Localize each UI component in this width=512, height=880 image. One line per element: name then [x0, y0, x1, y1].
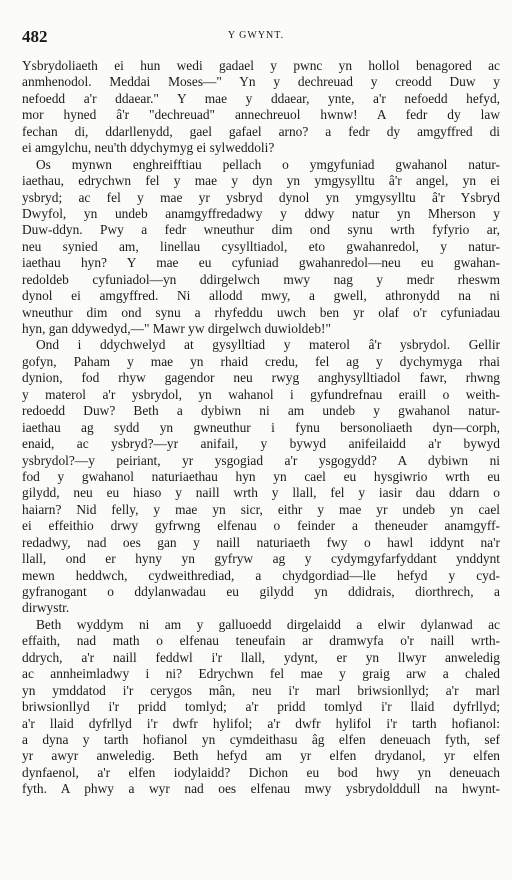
- text-line: anmhenodol. Meddai Moses—" Yn y dechreuad y creodd Duw y: [22, 74, 500, 90]
- page-header: [22, 27, 490, 47]
- text-line: iaethau hyn? Y mae eu cyfuniad gwahanredol—neu eu gwahan-: [22, 255, 500, 271]
- text-line: fod y gwahanol naturiaethau hyn yn cael eu hysgiwrio wrth eu: [22, 468, 500, 484]
- text-line: Beth wyddym ni am y galluoedd dirgelaidd a elwir dylanwad ac: [36, 616, 500, 632]
- text-line: ddrych, a'r naill feddwl i'r llall, ydynt, er yn llwyr anweledig: [22, 649, 500, 665]
- text-line: a'r llaid dyfrllyd i'r dwfr hylifol; a'r dwfr hylifol i'r tarth hofianol:: [22, 715, 500, 731]
- page-number: 482: [22, 27, 48, 46]
- text-line: dirwystr.: [22, 600, 70, 616]
- text-line: dynion, fod rhyw gagendor neu rwyg anghysylltiadol fawr, rhwng: [22, 370, 500, 386]
- text-line: dynol ei amgyffred. Ni allodd mwy, a gwell, athronydd na ni: [22, 288, 500, 304]
- text-line: a dyna y tarth hofianol yn cymdeithasu âg elfen deneuach fyth, sef: [22, 731, 500, 747]
- text-line: Duw-ddyn. Pwy a fedr wneuthur dim ond synu wrth fyfyrio ar,: [22, 222, 500, 238]
- text-line: redoldeb cyfuniadol—yn ddirgelwch mwy nag y medr rheswm: [22, 271, 500, 287]
- text-line: redoedd Duw? Beth a dybiwn ni am undeb y gwahanol natur-: [22, 403, 500, 419]
- text-line: fyth. A phwy a wyr nad oes elfenau mwy ysbrydolddull na hwynt-: [22, 781, 500, 797]
- text-line: iaethau, edrychwn fel y mae y dyn yn ymgysylltu â'r angel, yn ei: [22, 173, 500, 189]
- text-line: yr awyr anweledig. Beth hefyd am yr elfen drydanol, yr elfen: [22, 748, 500, 764]
- text-line: Ysbrydoliaeth ei hun wedi gadael y pwnc yn hollol benagored ac: [22, 58, 500, 73]
- text-line: ei effeithio drwy gyfrwng elfenau o feinder a theneuder anamgyff-: [22, 518, 500, 534]
- text-line: wneuthur dim ond synu a rhyfeddu uwch ben yr olaf o'r cyfuniadau: [22, 304, 500, 320]
- running-title: Y GWYNT.: [227, 30, 285, 41]
- text-line: effaith, nad math o elfenau teneufain ar dramwyfa o'r naill wrth-: [22, 633, 500, 649]
- text-line: ac annheimladwy i ni? Edrychwn fel mae y graig arw a chaled: [22, 666, 500, 682]
- text-line: enaid, ac ysbryd?—yr anifail, y bywyd anifeilaidd a'r bywyd: [22, 436, 500, 452]
- text-line: haiarn? Nid felly, y mae yn sicr, eithr y mae yr undeb yn cael: [22, 501, 500, 517]
- text-line: fechan di, ddarllenydd, gael gafael arno? a fedr dy amgyffred di: [22, 123, 500, 139]
- text-line: neu synied am, linellau cysylltiadol, eto gwahanredol, y natur-: [22, 238, 500, 254]
- text-line: Os mynwn enghreifftiau pellach o ymgyfuniad gwahanol natur-: [36, 156, 500, 172]
- text-line: gilydd, neu eu hiaso y naill wrth y llall, fel y iasir dau ddarn o: [22, 485, 500, 501]
- text-line: y materol a'r ysbrydol, yn wahanol i gyfundrefnau eraill o weith-: [22, 386, 500, 402]
- text-line: gofyn, Paham y mae yn rhaid credu, fel ag y dychymyga rhai: [22, 353, 500, 369]
- text-line: llall, ond er hyny yn gyfryw ag y cydymgyfarfyddant ynddynt: [22, 551, 500, 567]
- text-line: iaethau ag sydd yn gwneuthur i fynu bersonoliaeth dyn—corph,: [22, 419, 500, 435]
- text-line: dynfaenol, a'r elfen iodylaidd? Dichon eu bod hwy yn deneuach: [22, 764, 500, 780]
- text-line: ysbrydol?—y peiriant, yr ysgogiad a'r ysgogydd? A dybiwn ni: [22, 452, 500, 468]
- text-line: Dwyfol, yn undeb anamgyffredadwy y ddwy natur yn Mherson y: [22, 205, 500, 221]
- text-line: Ond i ddychwelyd at gysylltiad y materol â'r ysbrydol. Gellir: [36, 337, 500, 353]
- text-line: nefoedd a'r ddaear." Y mae y ddaear, ynte, a'r nefoedd hefyd,: [22, 90, 500, 106]
- text-line: mewn heddwch, cydweithrediad, a chydgordiad—lle hefyd y cyd-: [22, 567, 500, 583]
- body-text: [22, 58, 500, 798]
- text-line: ysbryd; ac fel y mae yr ysbryd dynol yn ymgysylltu â'r Ysbryd: [22, 189, 500, 205]
- text-line: gyfranogant o ddylanwadau eu gilydd yn ddidrais, diorthrech, a: [22, 584, 500, 599]
- text-line: briwsionllyd i'r pridd tomlyd; a'r pridd tomlyd i'r llaid dyfrllyd;: [22, 699, 500, 715]
- text-line: redadwy, nad oes gan y naill naturiaeth fwy o hawl iddynt na'r: [22, 534, 500, 550]
- text-line: ei amgylchu, neu'th ddychymyg ei sylweddoli?: [22, 140, 275, 156]
- text-line: mor hyned â'r "dechreuad" annechreuol hwnw! A fedr dy law: [22, 107, 500, 123]
- text-line: hyn, gan ddywedyd,—" Mawr yw dirgelwch duwioldeb!": [22, 321, 331, 336]
- text-line: yn ymddatod i'r cerygos mân, neu i'r marl briwsionllyd; a'r marl: [22, 682, 500, 698]
